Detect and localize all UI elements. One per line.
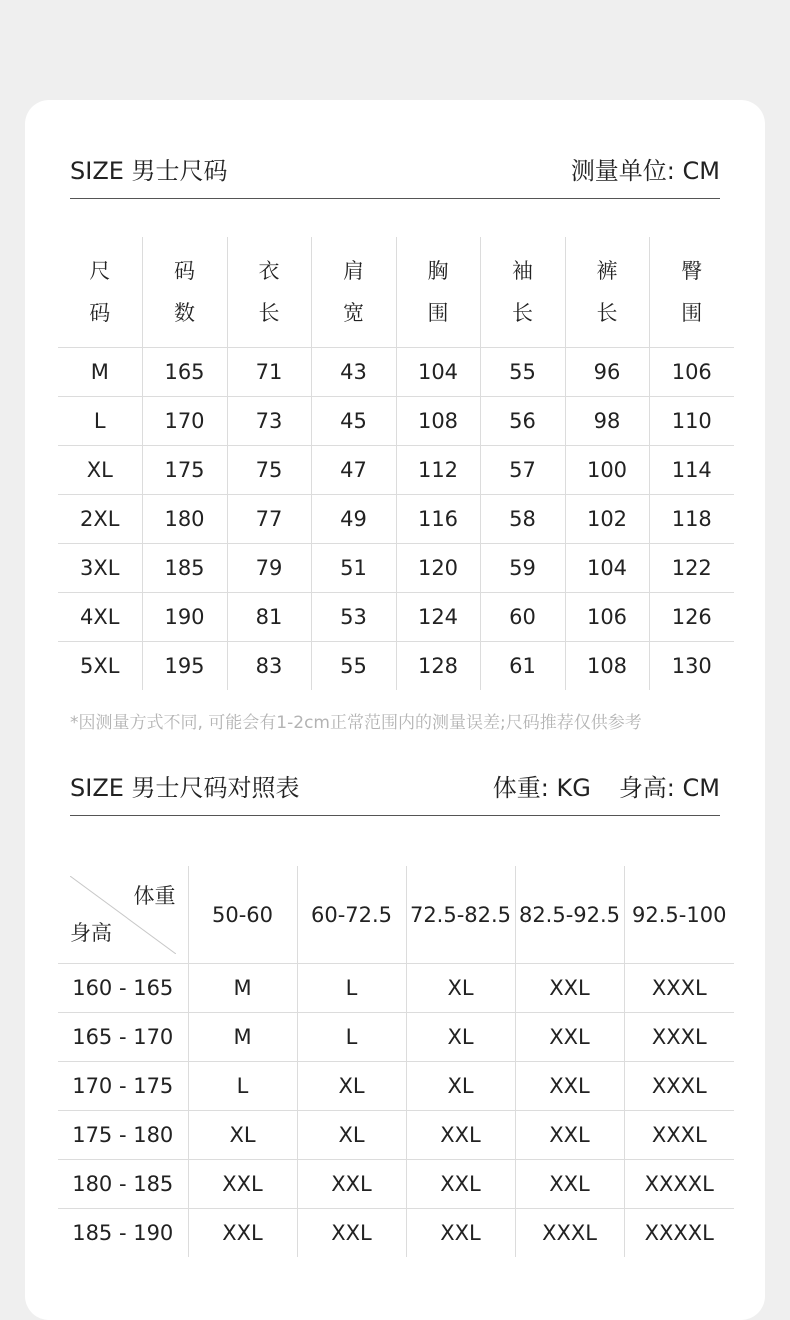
table-row bbox=[58, 642, 734, 691]
table-cell: XL bbox=[406, 1013, 515, 1062]
table-cell: XXL bbox=[515, 1160, 624, 1209]
table-cell: 126 bbox=[649, 593, 734, 642]
table-cell: 71 bbox=[227, 348, 311, 397]
table-cell: 55 bbox=[480, 348, 565, 397]
table-cell-label: 5XL bbox=[58, 642, 142, 691]
table-cell: XL bbox=[297, 1062, 406, 1111]
table-cell-label: 4XL bbox=[58, 593, 142, 642]
table-cell: 124 bbox=[396, 593, 480, 642]
table-cell: 47 bbox=[311, 446, 396, 495]
table-row bbox=[58, 964, 734, 1013]
table-cell: 45 bbox=[311, 397, 396, 446]
table-cell: 185 bbox=[142, 544, 227, 593]
table-cell: M bbox=[188, 1013, 297, 1062]
weight-range-header: 92.5-100 bbox=[624, 866, 734, 964]
table-cell: 128 bbox=[396, 642, 480, 691]
table-cell-label: 160 - 165 bbox=[58, 964, 188, 1013]
table-cell: XXL bbox=[515, 1013, 624, 1062]
reference-chart-table bbox=[58, 866, 734, 1257]
measurement-note: *因测量方式不同, 可能会有1-2cm正常范围内的测量误差;尺码推荐仅供参考 bbox=[70, 713, 642, 733]
table-cell: XXL bbox=[515, 1111, 624, 1160]
header-cell-pants-length: 裤 长 bbox=[565, 237, 649, 348]
table-cell: XXL bbox=[406, 1160, 515, 1209]
table-cell: 170 bbox=[142, 397, 227, 446]
header-cell-hip: 臀 围 bbox=[649, 237, 734, 348]
table-cell: 43 bbox=[311, 348, 396, 397]
table-cell: XXL bbox=[188, 1209, 297, 1258]
table-row bbox=[58, 348, 734, 397]
table-cell: 83 bbox=[227, 642, 311, 691]
table-cell: 165 bbox=[142, 348, 227, 397]
table-cell-label: L bbox=[58, 397, 142, 446]
table-cell: XXL bbox=[406, 1209, 515, 1258]
table-cell: XXXL bbox=[624, 1062, 734, 1111]
table-cell: 77 bbox=[227, 495, 311, 544]
table-cell: 96 bbox=[565, 348, 649, 397]
weight-range-header: 60-72.5 bbox=[297, 866, 406, 964]
table-cell: 175 bbox=[142, 446, 227, 495]
table-cell: 130 bbox=[649, 642, 734, 691]
table-cell: XXL bbox=[406, 1111, 515, 1160]
table-cell: L bbox=[297, 1013, 406, 1062]
table-cell: 49 bbox=[311, 495, 396, 544]
header-cell-length: 衣 长 bbox=[227, 237, 311, 348]
height-unit: 身高: CM bbox=[618, 774, 720, 802]
table-cell: 180 bbox=[142, 495, 227, 544]
table-cell: 51 bbox=[311, 544, 396, 593]
table-cell: XXXXL bbox=[624, 1160, 734, 1209]
table-cell: 110 bbox=[649, 397, 734, 446]
table-cell: 98 bbox=[565, 397, 649, 446]
table-cell-label: 185 - 190 bbox=[58, 1209, 188, 1258]
table-cell: 73 bbox=[227, 397, 311, 446]
table-cell: XXXL bbox=[515, 1209, 624, 1258]
table-cell: 190 bbox=[142, 593, 227, 642]
table-cell: XL bbox=[406, 1062, 515, 1111]
table-cell: XXL bbox=[515, 964, 624, 1013]
table-cell: 75 bbox=[227, 446, 311, 495]
table-cell: 104 bbox=[396, 348, 480, 397]
table-cell: L bbox=[297, 964, 406, 1013]
header-cell-code: 码 数 bbox=[142, 237, 227, 348]
table-cell: XXL bbox=[515, 1062, 624, 1111]
header-cell-sleeve: 袖 长 bbox=[480, 237, 565, 348]
table-cell: 108 bbox=[396, 397, 480, 446]
table-cell-label: XL bbox=[58, 446, 142, 495]
table-row bbox=[58, 1111, 734, 1160]
table-cell: 120 bbox=[396, 544, 480, 593]
table-cell: XL bbox=[297, 1111, 406, 1160]
table-cell: 112 bbox=[396, 446, 480, 495]
corner-height-label: 身高 bbox=[70, 921, 112, 945]
table-cell-label: 2XL bbox=[58, 495, 142, 544]
header-cell-shoulder: 肩 宽 bbox=[311, 237, 396, 348]
reference-chart-title: SIZE 男士尺码对照表 bbox=[70, 774, 300, 802]
table-row bbox=[58, 397, 734, 446]
corner-weight-label: 体重 bbox=[133, 884, 176, 908]
corner-cell bbox=[58, 866, 188, 964]
size-chart-header bbox=[70, 158, 720, 199]
header-cell-chest: 胸 围 bbox=[396, 237, 480, 348]
table-cell: XXL bbox=[297, 1209, 406, 1258]
reference-header-row bbox=[58, 866, 734, 964]
weight-range-header: 50-60 bbox=[188, 866, 297, 964]
table-cell: 102 bbox=[565, 495, 649, 544]
size-chart-header-row bbox=[58, 237, 734, 348]
table-cell: XXL bbox=[297, 1160, 406, 1209]
table-cell: XL bbox=[406, 964, 515, 1013]
weight-unit: 体重: KG bbox=[492, 774, 591, 802]
table-cell: XXXL bbox=[624, 1111, 734, 1160]
table-cell: 61 bbox=[480, 642, 565, 691]
table-row bbox=[58, 495, 734, 544]
table-cell: 58 bbox=[480, 495, 565, 544]
table-cell: 81 bbox=[227, 593, 311, 642]
table-cell: L bbox=[188, 1062, 297, 1111]
table-cell: XXXL bbox=[624, 964, 734, 1013]
table-cell: 116 bbox=[396, 495, 480, 544]
table-cell-label: 3XL bbox=[58, 544, 142, 593]
table-cell: 100 bbox=[565, 446, 649, 495]
table-cell: 118 bbox=[649, 495, 734, 544]
table-cell-label: 175 - 180 bbox=[58, 1111, 188, 1160]
table-cell: 106 bbox=[565, 593, 649, 642]
table-cell: XXXL bbox=[624, 1013, 734, 1062]
table-row bbox=[58, 1062, 734, 1111]
weight-range-header: 82.5-92.5 bbox=[515, 866, 624, 964]
table-cell-label: 170 - 175 bbox=[58, 1062, 188, 1111]
reference-chart-units bbox=[493, 768, 720, 803]
table-cell: 79 bbox=[227, 544, 311, 593]
table-cell: XL bbox=[188, 1111, 297, 1160]
table-cell-label: 180 - 185 bbox=[58, 1160, 188, 1209]
table-cell: 56 bbox=[480, 397, 565, 446]
weight-range-header: 72.5-82.5 bbox=[406, 866, 515, 964]
table-row bbox=[58, 446, 734, 495]
table-cell-label: 165 - 170 bbox=[58, 1013, 188, 1062]
table-cell: 60 bbox=[480, 593, 565, 642]
table-row bbox=[58, 544, 734, 593]
table-row bbox=[58, 1013, 734, 1062]
table-cell: 106 bbox=[649, 348, 734, 397]
size-chart-title: SIZE 男士尺码 bbox=[70, 157, 228, 185]
table-cell: 59 bbox=[480, 544, 565, 593]
table-cell: XXXXL bbox=[624, 1209, 734, 1258]
header-cell-size: 尺 码 bbox=[89, 259, 111, 325]
table-cell: 114 bbox=[649, 446, 734, 495]
table-cell: 104 bbox=[565, 544, 649, 593]
table-cell: 195 bbox=[142, 642, 227, 691]
table-cell: 57 bbox=[480, 446, 565, 495]
table-row bbox=[58, 1209, 734, 1258]
table-cell: M bbox=[188, 964, 297, 1013]
size-chart-unit: 测量单位: CM bbox=[570, 157, 720, 185]
table-cell: 122 bbox=[649, 544, 734, 593]
table-cell: 108 bbox=[565, 642, 649, 691]
table-cell: 53 bbox=[311, 593, 396, 642]
table-row bbox=[58, 1160, 734, 1209]
table-cell: XXL bbox=[188, 1160, 297, 1209]
table-cell-label: M bbox=[58, 348, 142, 397]
size-chart-table bbox=[58, 237, 734, 690]
reference-chart-header bbox=[70, 775, 720, 816]
table-cell: 55 bbox=[311, 642, 396, 691]
table-row bbox=[58, 593, 734, 642]
